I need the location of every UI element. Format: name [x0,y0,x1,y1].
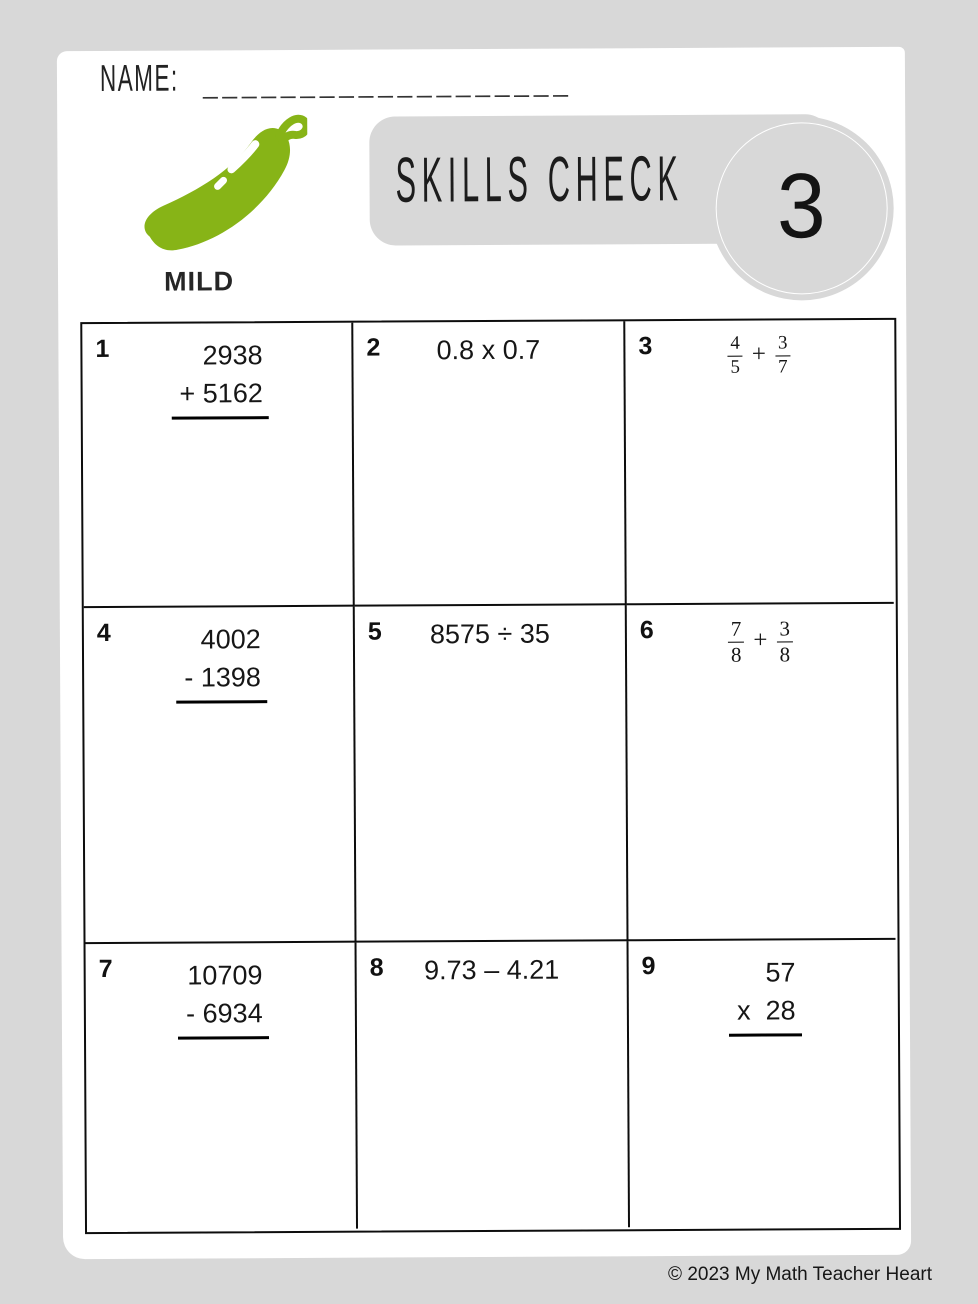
problem-expression: $\frac{4}{5}$ + $\frac{3}{7}$ [625,333,892,378]
problem-cell-4 [84,607,357,944]
problem-number: 7 [98,954,113,984]
pepper-icon [135,114,308,265]
problem-expression: 0.8 x 0.7 [436,334,541,366]
sheet-number-circle [709,116,894,301]
problem-cell-2 [353,321,626,606]
problem-expression: 2938 + 5162 [82,336,351,420]
problem-number: 9 [641,952,656,981]
problem-expression: 57 x 28 [629,953,896,1037]
worksheet-page [57,47,911,1259]
plus-sign: + [753,626,768,654]
name-row [99,58,573,101]
problem-number: 5 [367,617,382,646]
plus-sign: + [751,340,767,368]
name-blank-line: ___________________ [202,67,573,100]
copyright-text: © 2023 My Math Teacher Heart [668,1264,932,1285]
problem-cell-9 [629,940,897,1227]
problem-cell-6 [627,604,896,941]
problem-expression: 10709 - 6934 [86,956,355,1040]
mild-label: MILD [163,266,235,297]
problem-expression: 4002 - 1398 [84,620,353,704]
problems-table [80,318,901,1234]
problem-expression: 9.73 – 4.21 [424,954,560,986]
problem-cell-3 [625,320,893,605]
problem-cell-1 [82,323,354,608]
problem-number: 1 [95,334,110,364]
problem-expression: $\frac{7}{8}$ + $\frac{3}{8}$ [627,617,894,667]
page-title: SKILLS CHECK [395,143,684,216]
problem-number: 2 [366,333,381,362]
problem-cell-8 [357,941,630,1228]
problem-number: 6 [639,616,654,645]
problem-number: 3 [638,332,653,361]
problem-number: 8 [369,953,384,982]
problem-cell-5 [355,605,629,942]
problem-expression: 8575 ÷ 35 [429,618,550,650]
problem-number: 4 [96,618,111,648]
sheet-number: 3 [777,155,827,258]
problem-cell-7 [86,943,358,1230]
name-label: NAME: [99,58,179,100]
